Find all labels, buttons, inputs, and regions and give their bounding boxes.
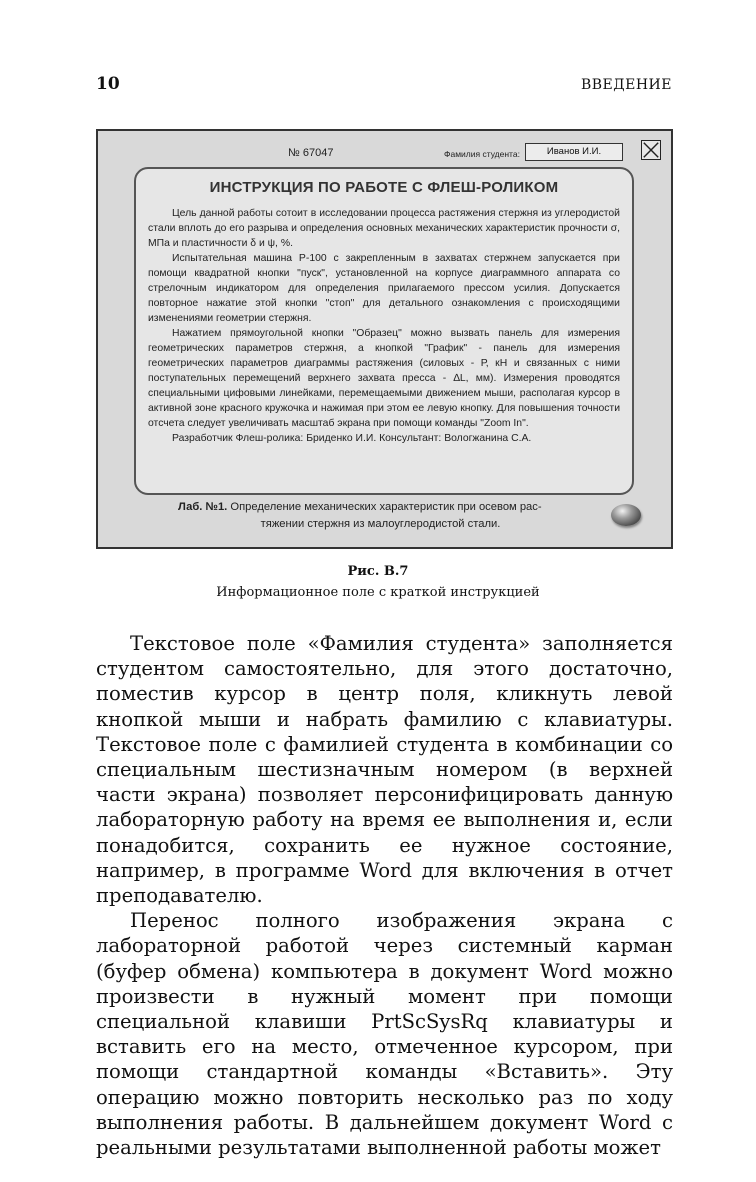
figure-caption: Информационное поле с краткой инструкцией — [216, 585, 540, 600]
close-button[interactable] — [641, 140, 661, 160]
running-head: ВВЕДЕНИЕ — [580, 77, 672, 93]
student-name-label: Фамилия студента: — [444, 149, 520, 159]
instruction-panel — [134, 167, 634, 495]
lab-title-line1: Определение механических характеристик при осевом рас- — [227, 501, 542, 513]
instruction-title: ИНСТРУКЦИЯ ПО РАБОТЕ С ФЛЕШ-РОЛИКОМ — [209, 179, 559, 196]
body-text — [96, 631, 673, 1160]
work-number: № 67047 — [288, 147, 334, 159]
close-x-icon — [642, 141, 660, 159]
instruction-credits: Разработчик Флеш-ролика: Бриденко И.И. Консультант: Вологжанина С.А. — [172, 433, 532, 444]
instruction-paragraph: Испытательная машина Р-100 с закрепленным в захватах стержнем запускается при помощи квадратной кнопки "пуск", установленной на корпусе диаграммного аппарата со стрелочным индикатором для определения прилагаемого прессом усилия. Допускается повторное нажатие этой кнопки "стоп" для детального ознакомления с происходящими изменениями геометрии стержня. — [148, 253, 620, 324]
student-name-field[interactable]: Иванов И.И. — [525, 143, 623, 161]
status-orb-icon[interactable] — [611, 504, 641, 526]
instruction-paragraph: Цель данной работы сотоит в исследовании процесса растяжения стержня из углеродистой стали вплоть до его разрыва и определения основных механических характеристик прочности σ, МПа и пластичности δ и ψ, %. — [148, 208, 620, 249]
body-paragraph: Перенос полного изображения экрана с лабораторной работой через системный карман (буфер обмена) компьютера в документ Word можно произвести в нужный момент при помощи специальной клавиши PrtScSysRq клавиатуры и вставить его на место, отмеченное курсором, при помощи стандартной команды «Вставить». Эту операцию можно повторить несколько раз по ходу выполнения работы. В дальнейшем документ Word с реальными результатами выполненной работы может — [96, 909, 673, 1160]
instruction-paragraph: Нажатием прямоугольной кнопки "Образец" можно вызвать панель для измерения геометрических параметров стержня, а кнопкой "График" - панель для измерения геометрических параметров диаграммы растяжения (силовых - Р, кН и связанных с ними поступательных перемещений верхнего захвата пресса - ∆L, мм). Измерения проводятся специальными цифовыми линейками, перемещаемыми движением мыши, располагая курсор в активной зоне красного кружочка и нажимая при этом ее левую кнопку. Для повышения точности отсчета следует увеличивать масштаб экрана при помощи команды "Zoom In". — [148, 328, 620, 429]
lab-title-line2: тяжении стержня из малоуглеродистой стали. — [260, 518, 501, 530]
figure-label: Рис. В.7 — [347, 564, 409, 579]
screenshot-figure — [96, 129, 673, 549]
page-number: 10 — [96, 74, 120, 94]
lab-title — [178, 499, 593, 533]
body-paragraph: Текстовое поле «Фамилия студента» заполняется студентом самостоятельно, для этого достаточно, поместив курсор в центр поля, кликнуть левой кнопкой мыши и набрать фамилию с клавиатуры. Текстовое поле с фамилией студента в комбинации со специальным шестизначным номером (в верхней части экрана) позволяет персонифицировать данную лабораторную работу на время ее выполнения и, если понадобится, сохранить ее нужное состояние, например, в программе Word для включения в отчет преподавателю. — [96, 632, 673, 908]
lab-number: Лаб. №1. — [178, 501, 228, 513]
